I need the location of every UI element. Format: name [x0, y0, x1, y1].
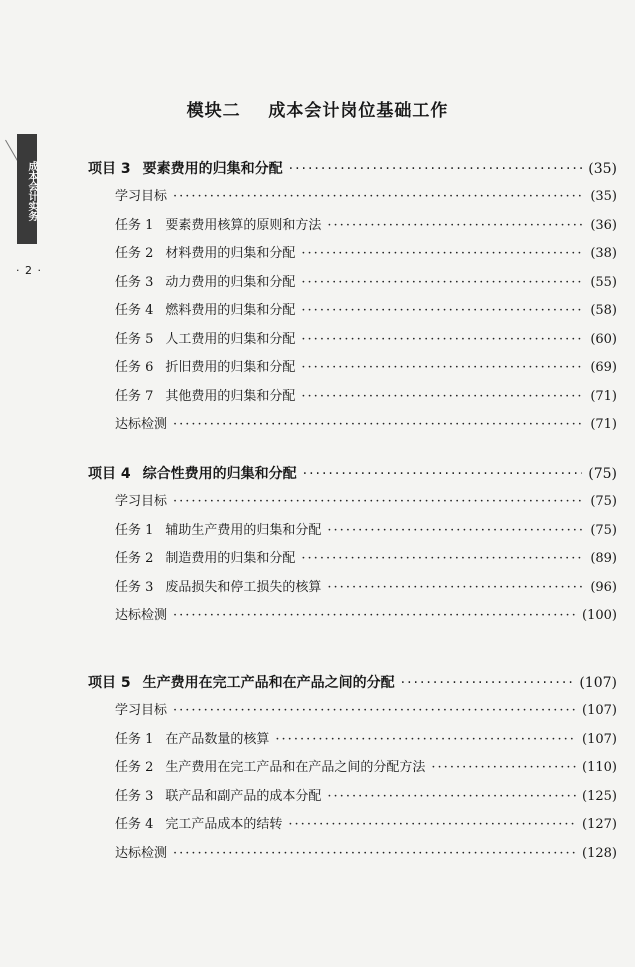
item-number: 任务 4 — [115, 303, 154, 318]
toc-item-row — [115, 845, 617, 863]
page-reference: (110) — [582, 760, 617, 775]
page-reference: (71) — [590, 388, 617, 404]
leader-dots — [173, 845, 576, 863]
item-title: 生产费用在完工产品和在产品之间的分配方法 — [165, 760, 426, 775]
toc-item-row — [115, 550, 617, 568]
page-reference: (96) — [590, 579, 617, 595]
leader-dots — [301, 245, 584, 263]
leader-dots — [173, 188, 584, 206]
page-reference: (75) — [590, 522, 617, 538]
page-reference: (60) — [590, 331, 617, 347]
item-number: 任务 3 — [115, 579, 154, 595]
leader-dots — [327, 522, 584, 540]
toc-item-row — [115, 274, 617, 292]
toc-item-row — [115, 759, 617, 777]
toc-item-row — [115, 493, 617, 511]
item-number: 学习目标 — [115, 189, 168, 204]
leader-dots — [288, 816, 576, 834]
leader-dots — [301, 274, 584, 292]
toc-item-row — [115, 522, 617, 540]
item-number: 任务 2 — [115, 551, 154, 566]
item-number: 任务 7 — [115, 388, 154, 404]
item-number: 任务 1 — [115, 731, 154, 747]
leader-dots — [173, 607, 576, 625]
toc-item-row — [115, 331, 617, 349]
page-reference: (125) — [582, 788, 617, 804]
toc-project-row — [88, 674, 617, 692]
project-title: 生产费用在完工产品和在产品之间的分配 — [142, 675, 395, 691]
page-reference: (71) — [590, 417, 617, 432]
project-title: 要素费用的归集和分配 — [142, 161, 283, 177]
toc-item-row — [115, 388, 617, 406]
page-number: · 2 · — [16, 264, 42, 277]
module-title: 模块二 成本会计岗位基础工作 — [186, 101, 449, 121]
page-reference: (35) — [588, 161, 617, 177]
item-title: 动力费用的归集和分配 — [165, 274, 296, 290]
toc-item-row — [115, 579, 617, 597]
item-number: 学习目标 — [115, 494, 168, 509]
item-title: 材料费用的归集和分配 — [165, 246, 296, 261]
toc-item-row — [115, 359, 617, 377]
toc-project-row — [88, 160, 617, 178]
item-number: 任务 4 — [115, 817, 154, 832]
item-title: 制造费用的归集和分配 — [165, 551, 296, 566]
toc-item-row — [115, 731, 617, 749]
page-reference: (107) — [582, 703, 617, 718]
toc-item-row — [115, 217, 617, 235]
toc-item-row — [115, 302, 617, 320]
page-reference: (75) — [590, 494, 617, 509]
item-number: 任务 3 — [115, 788, 154, 804]
page-reference: (128) — [582, 845, 617, 861]
item-number: 任务 2 — [115, 760, 154, 775]
page-reference: (35) — [590, 189, 617, 204]
item-title: 辅助生产费用的归集和分配 — [165, 522, 322, 538]
leader-dots — [301, 550, 584, 568]
side-tab: 成本会计实务 — [17, 134, 37, 244]
item-number: 学习目标 — [115, 703, 168, 718]
item-number: 任务 5 — [115, 331, 154, 347]
item-number: 达标检测 — [115, 845, 168, 861]
item-title: 在产品数量的核算 — [165, 731, 270, 747]
page-reference: (36) — [590, 217, 617, 233]
item-number: 任务 1 — [115, 522, 154, 538]
leader-dots — [301, 302, 584, 320]
item-title: 燃料费用的归集和分配 — [165, 303, 296, 318]
leader-dots — [327, 788, 576, 806]
leader-dots — [173, 416, 584, 434]
leader-dots — [289, 160, 583, 178]
page-reference: (89) — [590, 551, 617, 566]
leader-dots — [431, 759, 576, 777]
page-reference: (107) — [579, 675, 617, 691]
project-number: 项目 4 — [88, 466, 131, 482]
project-number: 项目 3 — [88, 161, 131, 177]
item-title: 废品损失和停工损失的核算 — [165, 579, 322, 595]
leader-dots — [301, 359, 584, 377]
toc-project-row — [88, 465, 617, 483]
item-number: 任务 1 — [115, 217, 154, 233]
toc-item-row — [115, 788, 617, 806]
toc-item-row — [115, 416, 617, 434]
project-title: 综合性费用的归集和分配 — [142, 466, 297, 482]
leader-dots — [401, 674, 574, 692]
item-number: 任务 3 — [115, 274, 154, 290]
item-number: 任务 6 — [115, 360, 154, 375]
page-reference: (100) — [582, 608, 617, 623]
toc-item-row — [115, 245, 617, 263]
page-reference: (127) — [582, 817, 617, 832]
leader-dots — [327, 579, 584, 597]
leader-dots — [303, 465, 583, 483]
item-title: 人工费用的归集和分配 — [165, 331, 296, 347]
page-reference: (55) — [590, 274, 617, 290]
leader-dots — [301, 331, 584, 349]
item-number: 任务 2 — [115, 246, 154, 261]
leader-dots — [327, 217, 584, 235]
item-title: 要素费用核算的原则和方法 — [165, 217, 322, 233]
page-reference: (75) — [588, 466, 617, 482]
leader-dots — [173, 702, 576, 720]
item-number: 达标检测 — [115, 608, 168, 623]
page-reference: (107) — [582, 731, 617, 747]
toc-item-row — [115, 816, 617, 834]
leader-dots — [173, 493, 584, 511]
item-title: 折旧费用的归集和分配 — [165, 360, 296, 375]
item-title: 完工产品成本的结转 — [165, 817, 283, 832]
page-reference: (69) — [590, 360, 617, 375]
toc-item-row — [115, 188, 617, 206]
item-title: 联产品和副产品的成本分配 — [165, 788, 322, 804]
item-number: 达标检测 — [115, 417, 168, 432]
project-number: 项目 5 — [88, 675, 131, 691]
toc-item-row — [115, 702, 617, 720]
leader-dots — [275, 731, 576, 749]
page-reference: (38) — [590, 246, 617, 261]
leader-dots — [301, 388, 584, 406]
page-reference: (58) — [590, 303, 617, 318]
toc-item-row — [115, 607, 617, 625]
item-title: 其他费用的归集和分配 — [165, 388, 296, 404]
